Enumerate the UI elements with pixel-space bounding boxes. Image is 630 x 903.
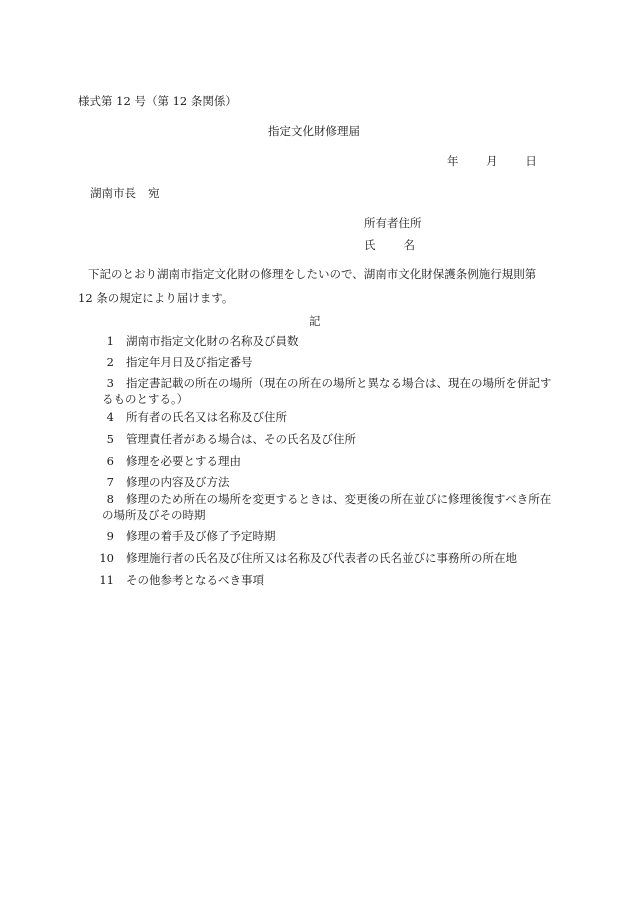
- ki-heading: 記: [309, 314, 321, 328]
- list-item: [78, 412, 287, 424]
- list-item: [78, 492, 552, 522]
- list-item-text: 修理のため所在の場所を変更するときは、変更後の所在並びに修理後復すべき所在: [126, 492, 552, 506]
- list-item: [78, 434, 356, 446]
- list-item-text: 修理の内容及び方法: [126, 475, 230, 489]
- form-number: 様式第 12 号（第 12 条関係）: [78, 94, 237, 108]
- addressee-name: 湖南市長: [90, 186, 136, 200]
- body-text-line-1: 下記のとおり湖南市指定文化財の修理をしたいので、湖南市文化財保護条例施行規則第: [88, 267, 537, 281]
- owner-address-label: 所有者住所: [364, 216, 422, 230]
- list-item-text: 修理施行者の氏名及び住所又は名称及び代表者の氏名並びに事務所の所在地: [126, 551, 517, 565]
- list-item: [78, 477, 230, 489]
- list-item-text: 湖南市指定文化財の名称及び員数: [126, 334, 299, 348]
- list-item-number: 5: [106, 432, 114, 446]
- list-item-text: 所有者の氏名又は名称及び住所: [126, 410, 287, 424]
- addressee: [90, 188, 160, 200]
- date-month-label: 月: [486, 154, 498, 168]
- list-item: [78, 531, 276, 543]
- list-item-text: その他参考となるべき事項: [126, 573, 264, 587]
- list-item: [78, 376, 552, 406]
- date-year-label: 年: [447, 154, 459, 168]
- list-item: [78, 575, 264, 587]
- list-item-number: 10: [99, 551, 114, 565]
- owner-name-label: [364, 240, 415, 252]
- list-item-number: 9: [106, 529, 114, 543]
- list-item: [78, 456, 241, 468]
- addressee-suffix: 宛: [148, 186, 160, 200]
- document-title: 指定文化財修理届: [268, 124, 360, 138]
- date-day-label: 日: [525, 154, 537, 168]
- list-item-text: 指定書記載の所在の場所（現在の所在の場所と異なる場合は、現在の場所を併記す: [126, 376, 552, 390]
- list-item-number: 7: [106, 475, 114, 489]
- list-item-text: 管理責任者がある場合は、その氏名及び住所: [126, 432, 356, 446]
- list-item-number: 2: [106, 355, 114, 369]
- list-item-number: 8: [106, 492, 114, 506]
- list-item-text: 修理の着手及び修了予定時期: [126, 529, 276, 543]
- list-item-text: 修理を必要とする理由: [126, 454, 241, 468]
- list-item-number: 4: [106, 410, 114, 424]
- list-item: [78, 336, 299, 348]
- list-item-continuation: の場所及びその時期: [102, 508, 206, 522]
- date-line: [447, 156, 537, 168]
- list-item-number: 1: [106, 334, 114, 348]
- list-item-number: 11: [99, 573, 114, 587]
- owner-name-label-1: 氏: [364, 238, 376, 252]
- body-text-line-2: 12 条の規定により届けます。: [78, 291, 234, 305]
- list-item-number: 3: [106, 376, 114, 390]
- list-item-text: 指定年月日及び指定番号: [126, 355, 253, 369]
- list-item: [78, 553, 517, 565]
- owner-name-label-2: 名: [403, 238, 415, 252]
- list-item-number: 6: [106, 454, 114, 468]
- list-item-continuation: るものとする。）: [102, 392, 189, 406]
- list-item: [78, 357, 253, 369]
